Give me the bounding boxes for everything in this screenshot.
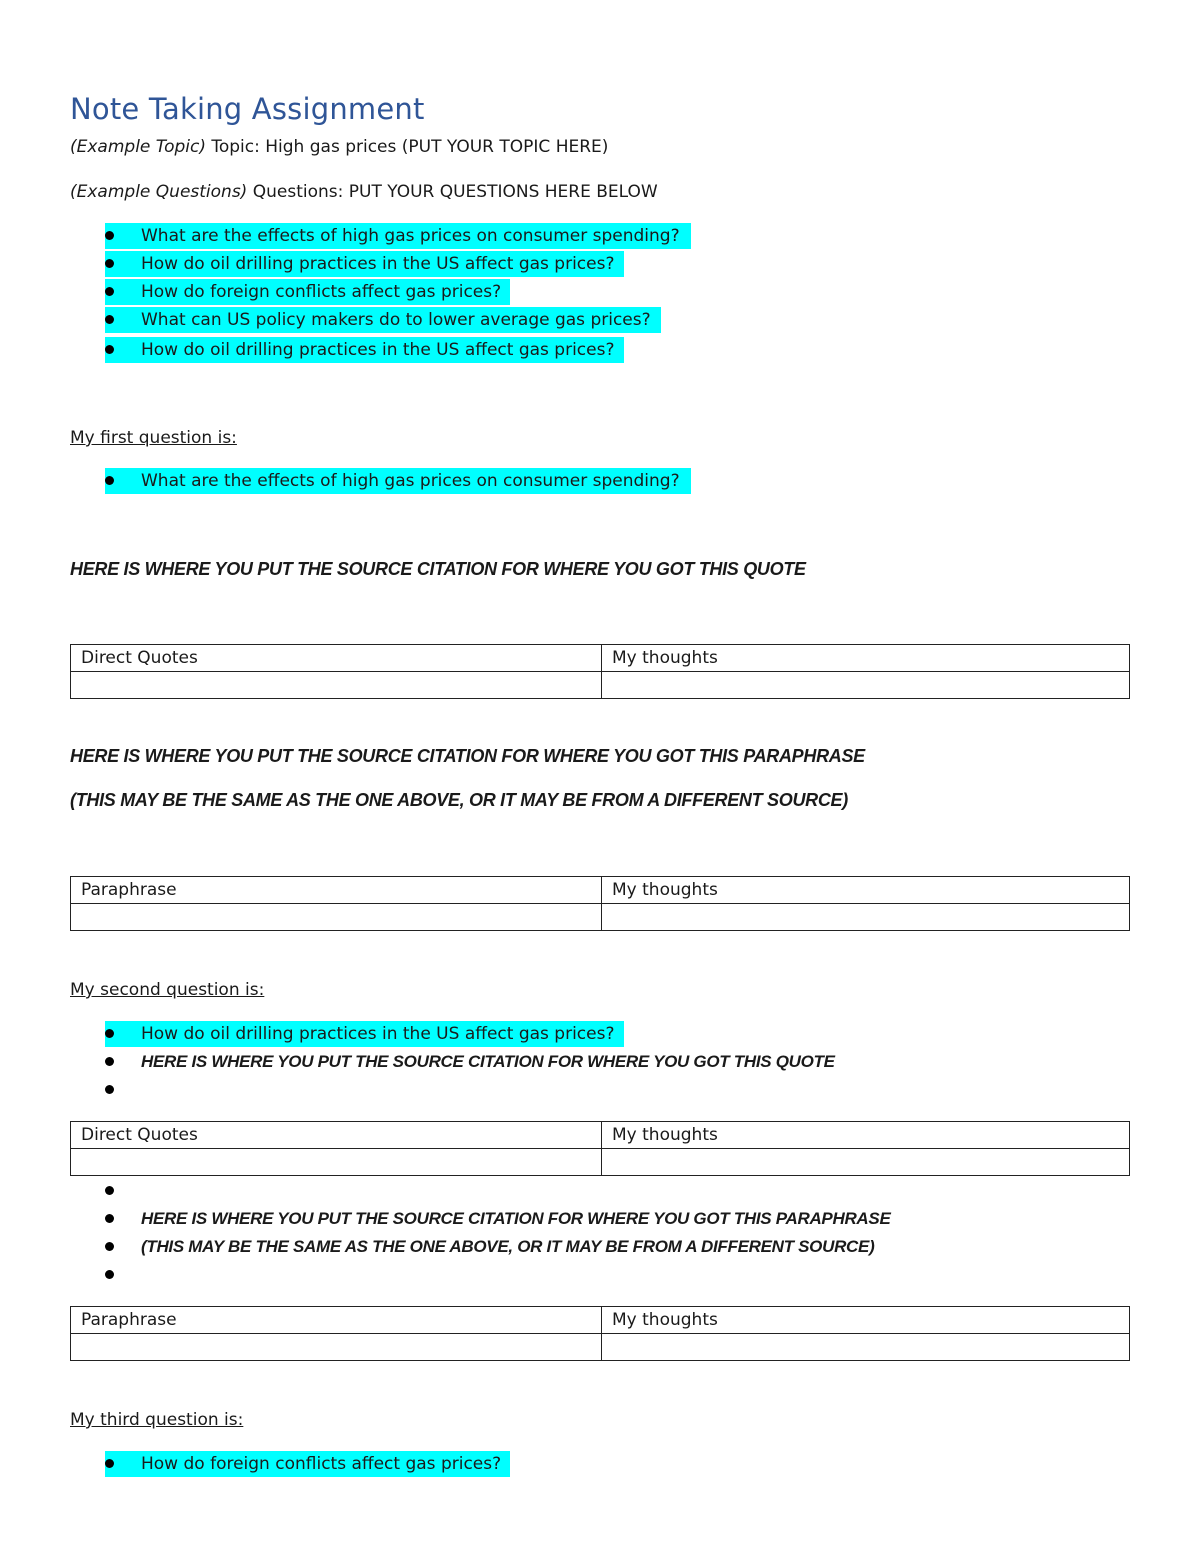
first-quotes-table [70, 644, 1130, 699]
bullet-icon [105, 1085, 114, 1094]
list-item [70, 1077, 970, 1103]
list-item: (THIS MAY BE THE SAME AS THE ONE ABOVE, OR IT MAY BE FROM A DIFFERENT SOURCE) [70, 1234, 970, 1260]
first-paraphrase-table [70, 876, 1130, 931]
list-item: What can US policy makers do to lower average gas prices? [70, 307, 970, 333]
topic-prefix: (Example Topic) [70, 137, 206, 157]
quotes-cell[interactable] [71, 672, 602, 699]
quotes-cell[interactable] [71, 1149, 602, 1176]
bullet-icon [105, 287, 114, 296]
second-question-heading: My second question is: [70, 980, 265, 1000]
bullet-icon [105, 231, 114, 240]
page-title: Note Taking Assignment [70, 92, 425, 126]
bullet-icon [105, 1242, 114, 1251]
bullet-icon [105, 259, 114, 268]
paraphrase-cell[interactable] [71, 904, 602, 931]
bullet-icon [105, 345, 114, 354]
questions-line [70, 182, 658, 202]
list-item: HERE IS WHERE YOU PUT THE SOURCE CITATION FOR WHERE YOU GOT THIS QUOTE [70, 1049, 970, 1075]
first-paraphrase-citation: HERE IS WHERE YOU PUT THE SOURCE CITATION FOR WHERE YOU GOT THIS PARAPHRASE [70, 746, 865, 766]
list-item [70, 1178, 970, 1204]
bullet-icon [105, 1270, 114, 1279]
thoughts-cell[interactable] [602, 1149, 1130, 1176]
first-paraphrase-note: (THIS MAY BE THE SAME AS THE ONE ABOVE, OR IT MAY BE FROM A DIFFERENT SOURCE) [70, 790, 848, 810]
thoughts-cell[interactable] [602, 904, 1130, 931]
thoughts-header: My thoughts [602, 1307, 1130, 1334]
second-quotes-table [70, 1121, 1130, 1176]
first-quote-citation: HERE IS WHERE YOU PUT THE SOURCE CITATION FOR WHERE YOU GOT THIS QUOTE [70, 559, 806, 579]
list-item: What are the effects of high gas prices on consumer spending? [70, 223, 970, 249]
paraphrase-cell[interactable] [71, 1334, 602, 1361]
third-question-item: How do foreign conflicts affect gas prices? [70, 1451, 970, 1477]
second-question-item: How do oil drilling practices in the US affect gas prices? [70, 1021, 970, 1047]
topic-line [70, 137, 608, 157]
thoughts-header: My thoughts [602, 645, 1130, 672]
bullet-icon [105, 1214, 114, 1223]
first-question-heading: My first question is: [70, 428, 237, 448]
thoughts-cell[interactable] [602, 1334, 1130, 1361]
list-item: How do oil drilling practices in the US affect gas prices? [70, 337, 970, 363]
bullet-icon [105, 1186, 114, 1195]
quotes-header: Direct Quotes [71, 645, 602, 672]
second-paraphrase-table [70, 1306, 1130, 1361]
paraphrase-header: Paraphrase [71, 1307, 602, 1334]
bullet-icon [105, 315, 114, 324]
bullet-icon [105, 1459, 114, 1468]
first-question-item: What are the effects of high gas prices on consumer spending? [70, 468, 970, 494]
thoughts-header: My thoughts [602, 1122, 1130, 1149]
list-item: How do oil drilling practices in the US affect gas prices? [70, 251, 970, 277]
thoughts-header: My thoughts [602, 877, 1130, 904]
quotes-header: Direct Quotes [71, 1122, 602, 1149]
bullet-icon [105, 476, 114, 485]
topic-text: Topic: High gas prices (PUT YOUR TOPIC HERE) [205, 137, 609, 157]
bullet-icon [105, 1029, 114, 1038]
paraphrase-header: Paraphrase [71, 877, 602, 904]
questions-text: Questions: PUT YOUR QUESTIONS HERE BELOW [247, 182, 658, 202]
third-question-heading: My third question is: [70, 1410, 244, 1430]
list-item: HERE IS WHERE YOU PUT THE SOURCE CITATION FOR WHERE YOU GOT THIS PARAPHRASE [70, 1206, 970, 1232]
questions-prefix: (Example Questions) [70, 182, 248, 202]
thoughts-cell[interactable] [602, 672, 1130, 699]
bullet-icon [105, 1057, 114, 1066]
list-item: How do foreign conflicts affect gas prices? [70, 279, 970, 305]
list-item [70, 1262, 970, 1288]
